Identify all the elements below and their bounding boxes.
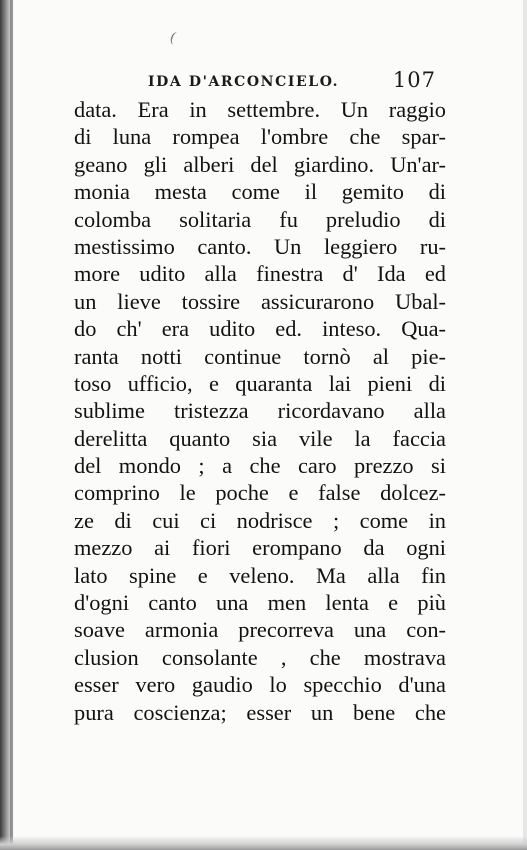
text-line: comprino le poche e false dolcez-	[74, 480, 446, 506]
text-line: mestissimo canto. Un leggiero ru-	[74, 233, 446, 259]
text-line: esser vero gaudio lo specchio d'una	[74, 672, 446, 698]
page-number: 107	[392, 68, 436, 92]
text-line: toso ufficio, e quaranta lai pieni di	[74, 370, 446, 396]
text-line: do ch' era udito ed. inteso. Qua-	[74, 316, 446, 342]
text-line: ranta notti continue tornò al pie-	[74, 343, 446, 369]
stray-mark: (	[167, 29, 178, 47]
spine-line	[10, 0, 13, 850]
text-line: pura coscienza; esser un bene che	[74, 699, 446, 725]
running-head: IDA D'ARCONCIELO.	[148, 74, 340, 90]
text-line: colomba solitaria fu preludio di	[74, 206, 446, 232]
text-line: more udito alla finestra d' Ida ed	[74, 261, 446, 287]
text-line: di luna rompea l'ombre che spar-	[74, 124, 446, 150]
text-line: d'ogni canto una men lenta e più	[74, 590, 446, 616]
text-line: mezzo ai fiori erompano da ogni	[74, 535, 446, 561]
page-bottom-edge	[0, 836, 527, 850]
text-line: lato spine e veleno. Ma alla fin	[74, 562, 446, 588]
body-text	[74, 96, 446, 726]
text-line: monia mesta come il gemito di	[74, 179, 446, 205]
text-line: soave armonia precorreva una con-	[74, 617, 446, 643]
text-line: un lieve tossire assicurarono Ubal-	[74, 288, 446, 314]
text-line: sublime tristezza ricordavano alla	[74, 398, 446, 424]
text-line: del mondo ; a che caro prezzo si	[74, 453, 446, 479]
text-line: data. Era in settembre. Un raggio	[74, 97, 446, 122]
text-line: geano gli alberi del giardino. Un'ar-	[74, 151, 446, 177]
page-header	[148, 68, 436, 96]
page-right-edge	[523, 0, 527, 850]
text-line: clusion consolante , che mostrava	[74, 644, 446, 670]
text-line: derelitta quanto sia vile la faccia	[74, 425, 446, 451]
text-line: ze di cui ci nodrisce ; come in	[74, 507, 446, 533]
